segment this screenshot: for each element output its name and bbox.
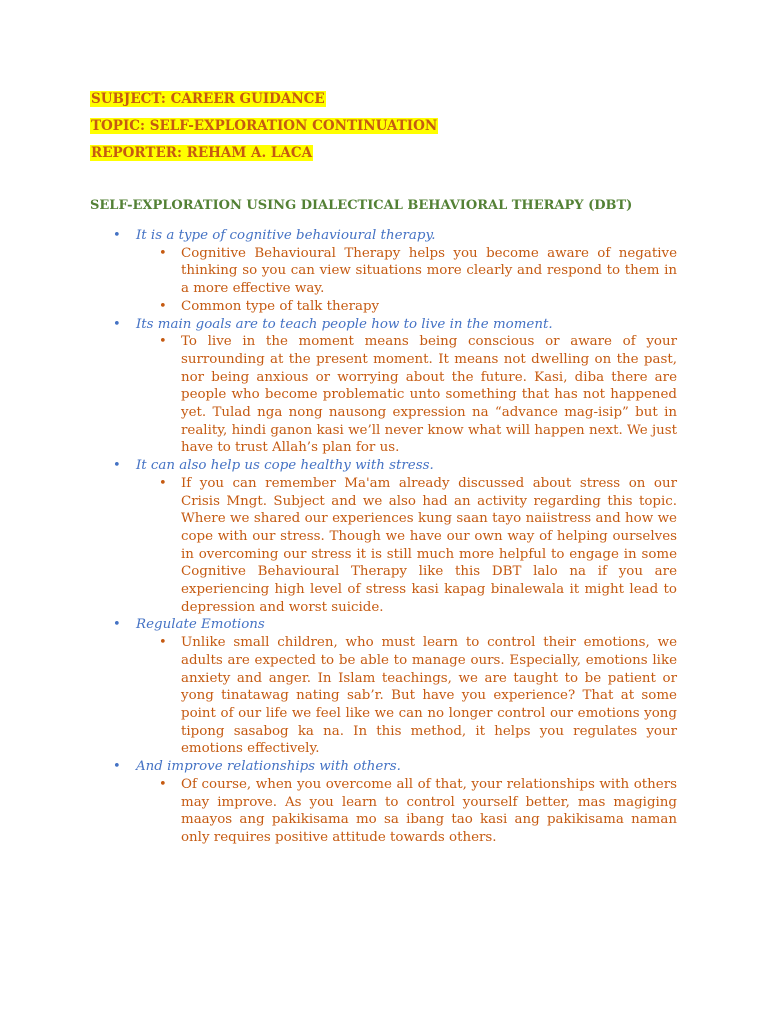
bullet-icon: • [113, 458, 121, 474]
topic-text: TOPIC: SELF-EXPLORATION CONTINUATION [91, 118, 438, 134]
bullet-icon: • [159, 298, 167, 314]
sub-point-text: Cognitive Behavioural Therapy helps you become aware of negative thinking so you can view situations more clearly and respond to them in a more effective way. [181, 245, 677, 297]
bullet-icon: • [159, 245, 167, 261]
main-point-text: It can also help us cope healthy with stress. [136, 458, 434, 474]
sub-point [159, 298, 677, 316]
subject-text: SUBJECT: CAREER GUIDANCE [91, 91, 325, 107]
bullet-list [0, 227, 768, 847]
main-point [113, 457, 676, 475]
main-point [113, 616, 676, 634]
bullet-icon: • [159, 475, 167, 491]
bullet-icon: • [159, 635, 167, 651]
topic-line [90, 118, 438, 135]
reporter-line [90, 145, 313, 162]
sub-point [159, 333, 677, 457]
main-point [113, 316, 676, 334]
bullet-icon: • [113, 228, 121, 243]
bullet-icon: • [159, 334, 167, 350]
bullet-icon: • [113, 316, 121, 332]
sub-point [159, 475, 677, 617]
bullet-icon: • [113, 617, 121, 633]
sub-point-text: If you can remember Ma'am already discussed about stress on our Crisis Mngt. Subject and we also had an activity regarding this topic. Where we shared our experiences kung saan tayo naiistress and how we cope with our stress. Though we have our own way of helping ourselves in overcoming our stress it is still much more helpful to engage in some Cognitive Behavioural Therapy like this DBT lalo na if you are experiencing high level of stress kasi kapag binalewala it might lead to depression and worst suicide. [181, 475, 677, 615]
main-point [113, 227, 676, 245]
sub-point-text: To live in the moment means being conscious or aware of your surrounding at the present moment. It means not dwelling on the past, nor being anxious or worrying about the future. Kasi, diba there are people who become problematic unto something that has not happened yet. Tulad nga nong nausong expression na “advance mag-isip” but in reality, hindi ganon kasi we’ll never know what will happen next. We just have to trust Allah’s plan for us. [181, 334, 677, 456]
main-point [113, 758, 676, 776]
sub-point [159, 776, 677, 847]
sub-point-text: Of course, when you overcome all of that, your relationships with others may improve. As you learn to control yourself better, mas magiging maayos ang pakikisama mo sa ibang tao kasi ang pakikisama naman only requires positive attitude towards others. [181, 776, 677, 845]
main-point-text: It is a type of cognitive behavioural therapy. [136, 228, 436, 243]
main-point-text: And improve relationships with others. [136, 759, 401, 775]
section-title: SELF-EXPLORATION USING DIALECTICAL BEHAVIORAL THERAPY (DBT) [90, 198, 633, 213]
sub-point-text: Common type of talk therapy [181, 298, 380, 314]
main-point-text: Regulate Emotions [136, 617, 265, 633]
bullet-icon: • [159, 776, 167, 792]
main-point-text: Its main goals are to teach people how to live in the moment. [136, 316, 553, 332]
sub-point-text: Unlike small children, who must learn to control their emotions, we adults are expected to be able to manage ours. Especially, emotions like anxiety and anger. In Islam teachings, we are taught to be patient or yong tinatawag nating sab’r. But have you experience? That at some point of our life we feel like we can no longer control our emotions yong tipong sasabog ka na. In this method, it helps you regulates your emotions effectively. [181, 635, 677, 757]
bullet-icon: • [113, 759, 121, 775]
reporter-text: REPORTER: REHAM A. LACA [91, 145, 313, 161]
sub-point [159, 245, 677, 298]
sub-point [159, 634, 677, 758]
subject-line [90, 91, 326, 108]
